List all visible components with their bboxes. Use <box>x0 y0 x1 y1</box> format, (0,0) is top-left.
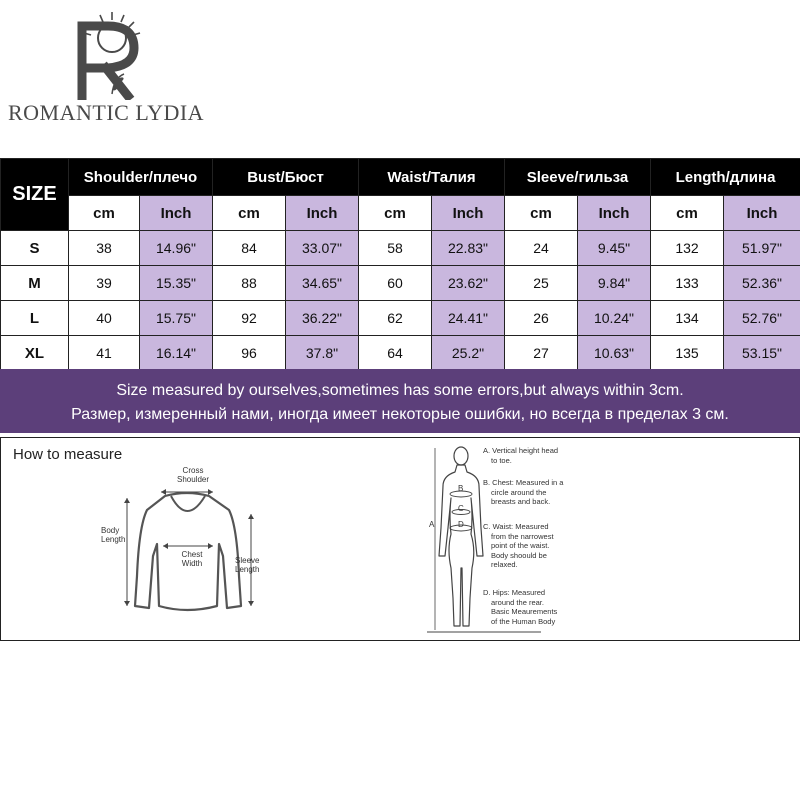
unit-inch: Inch <box>286 196 359 231</box>
table-row <box>1 301 800 336</box>
table-cell: 38 <box>69 231 140 266</box>
table-cell: 84 <box>213 231 286 266</box>
table-cell: 52.76" <box>724 301 800 336</box>
table-row <box>1 266 800 301</box>
table-cell: 132 <box>651 231 724 266</box>
table-cell: 15.75" <box>140 301 213 336</box>
logo-mark-icon <box>62 8 152 100</box>
note-c: C. Waist: Measured from the narrowest point of the waist. Body shoould be relaxed. <box>483 522 554 569</box>
table-cell: 41 <box>69 336 140 371</box>
garment-diagram <box>101 466 281 626</box>
table-cell: 34.65" <box>286 266 359 301</box>
unit-cm: cm <box>69 196 140 231</box>
sleeve-length-label: Sleeve Length <box>235 556 260 574</box>
table-cell: 16.14" <box>140 336 213 371</box>
unit-inch: Inch <box>432 196 505 231</box>
human-figure-icon <box>421 438 781 638</box>
table-cell: 24 <box>505 231 578 266</box>
column-header-waist: Waist/Талия <box>359 159 505 196</box>
note-english: Size measured by ourselves,sometimes has some errors,but always within 3cm. <box>116 382 684 399</box>
unit-cm: cm <box>359 196 432 231</box>
brand-name: ROMANTIC LYDIA <box>8 100 205 125</box>
table-cell: 9.45" <box>578 231 651 266</box>
table-cell: 133 <box>651 266 724 301</box>
figure-letter-b: B <box>458 484 464 493</box>
table-cell: 134 <box>651 301 724 336</box>
figure-letter-d: D <box>458 520 464 529</box>
unit-inch: Inch <box>724 196 800 231</box>
unit-inch: Inch <box>578 196 651 231</box>
table-cell: 15.35" <box>140 266 213 301</box>
table-cell: 96 <box>213 336 286 371</box>
table-cell: 62 <box>359 301 432 336</box>
table-cell: 9.84" <box>578 266 651 301</box>
table-cell: 26 <box>505 301 578 336</box>
size-label: XL <box>1 336 69 371</box>
column-header-length: Length/длина <box>651 159 800 196</box>
unit-cm: cm <box>213 196 286 231</box>
body-measurement-diagram <box>421 438 781 638</box>
column-header-shoulder: Shoulder/плечо <box>69 159 213 196</box>
table-cell: 92 <box>213 301 286 336</box>
how-to-measure-title: How to measure <box>13 446 123 463</box>
figure-letter-c: C <box>458 504 464 513</box>
table-cell: 23.62" <box>432 266 505 301</box>
table-cell: 27 <box>505 336 578 371</box>
table-row <box>1 336 800 371</box>
cross-shoulder-label: Cross Shoulder <box>176 466 210 484</box>
table-cell: 14.96" <box>140 231 213 266</box>
table-cell: 135 <box>651 336 724 371</box>
unit-inch: Inch <box>140 196 213 231</box>
table-cell: 88 <box>213 266 286 301</box>
body-length-label: Body Length <box>101 526 126 544</box>
size-label: M <box>1 266 69 301</box>
table-cell: 58 <box>359 231 432 266</box>
table-cell: 24.41" <box>432 301 505 336</box>
table-cell: 60 <box>359 266 432 301</box>
garment-sketch-icon <box>101 466 281 626</box>
measurement-note-banner <box>0 369 800 433</box>
table-cell: 25 <box>505 266 578 301</box>
table-cell: 25.2" <box>432 336 505 371</box>
size-header: SIZE <box>1 159 69 231</box>
unit-cm: cm <box>505 196 578 231</box>
table-cell: 10.63" <box>578 336 651 371</box>
table-cell: 22.83" <box>432 231 505 266</box>
table-cell: 64 <box>359 336 432 371</box>
table-row <box>1 231 800 266</box>
unit-cm: cm <box>651 196 724 231</box>
table-cell: 33.07" <box>286 231 359 266</box>
chest-width-label: Chest Width <box>181 550 203 568</box>
size-label: S <box>1 231 69 266</box>
column-header-sleeve: Sleeve/гильза <box>505 159 651 196</box>
table-cell: 36.22" <box>286 301 359 336</box>
note-russian: Размер, измеренный нами, иногда имеет некоторые ошибки, но всегда в пределах 3 см. <box>71 406 729 423</box>
figure-letter-a: A <box>429 520 435 529</box>
size-table <box>0 158 800 371</box>
note-b: B. Chest: Measured in a circle around the breasts and back. <box>483 478 564 506</box>
table-cell: 39 <box>69 266 140 301</box>
table-cell: 10.24" <box>578 301 651 336</box>
size-label: L <box>1 301 69 336</box>
note-a: A. Vertical height head to toe. <box>483 446 559 465</box>
table-cell: 51.97" <box>724 231 800 266</box>
column-header-bust: Bust/Бюст <box>213 159 359 196</box>
brand-logo <box>0 0 220 140</box>
table-cell: 52.36" <box>724 266 800 301</box>
table-cell: 37.8" <box>286 336 359 371</box>
table-cell: 40 <box>69 301 140 336</box>
table-cell: 53.15" <box>724 336 800 371</box>
how-to-measure-panel <box>0 437 800 641</box>
note-d: D. Hips: Measured around the rear. Basic Meaurements of the Human Body <box>483 588 558 626</box>
